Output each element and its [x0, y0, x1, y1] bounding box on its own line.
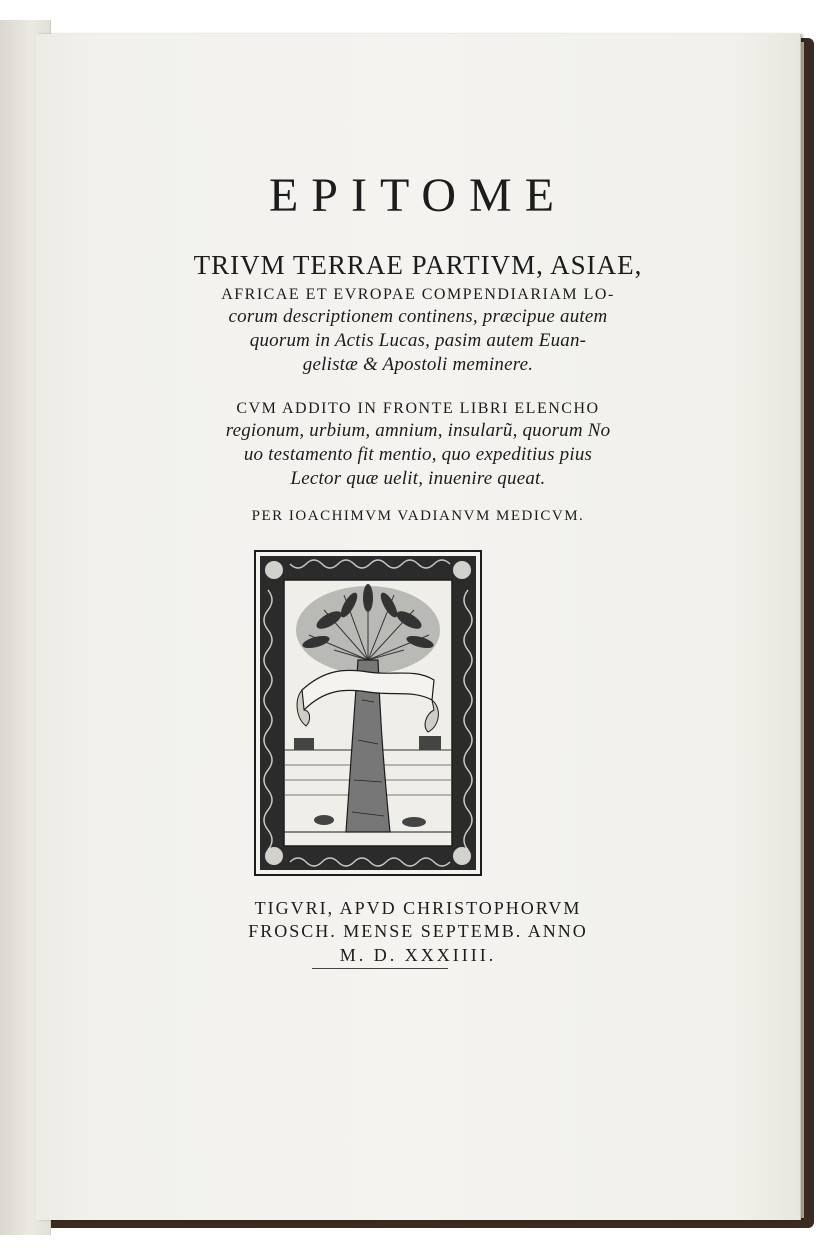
description-line-2: corum descriptionem continens, præcipue autem: [228, 306, 608, 327]
imprint-line-3: M. D. XXXIIII.: [339, 945, 497, 965]
page-title: EPITOME: [268, 169, 568, 222]
index-note-line-1: CVM ADDITO IN FRONTE LIBRI ELENCHO: [236, 400, 600, 417]
printer-device-woodcut: [254, 550, 482, 876]
description-line-4: gelistæ & Apostoli meminere.: [302, 354, 534, 375]
index-note-line-3: uo testamento fit mentio, quo expeditius pius: [243, 444, 593, 465]
imprint-line-1: TIGVRI, APVD CHRISTOPHORVM: [254, 898, 582, 918]
description-line-1: AFRICAE ET EVROPAE COMPENDIARIAM LO-: [221, 286, 615, 303]
author-line: PER IOACHIMVM VADIANVM MEDICVM.: [251, 508, 585, 524]
subtitle: TRIVM TERRAE PARTIVM, ASIAE,: [193, 250, 643, 280]
imprint-line-2: FROSCH. MENSE SEPTEMB. ANNO: [248, 921, 588, 941]
index-note-line-2: regionum, urbium, amnium, insularũ, quorum No: [225, 420, 611, 441]
imprint-underline: [312, 968, 448, 969]
index-note-line-4: Lector quæ uelit, inuenire queat.: [290, 468, 546, 489]
description-line-3: quorum in Actis Lucas, pasim autem Euan-: [249, 330, 587, 351]
